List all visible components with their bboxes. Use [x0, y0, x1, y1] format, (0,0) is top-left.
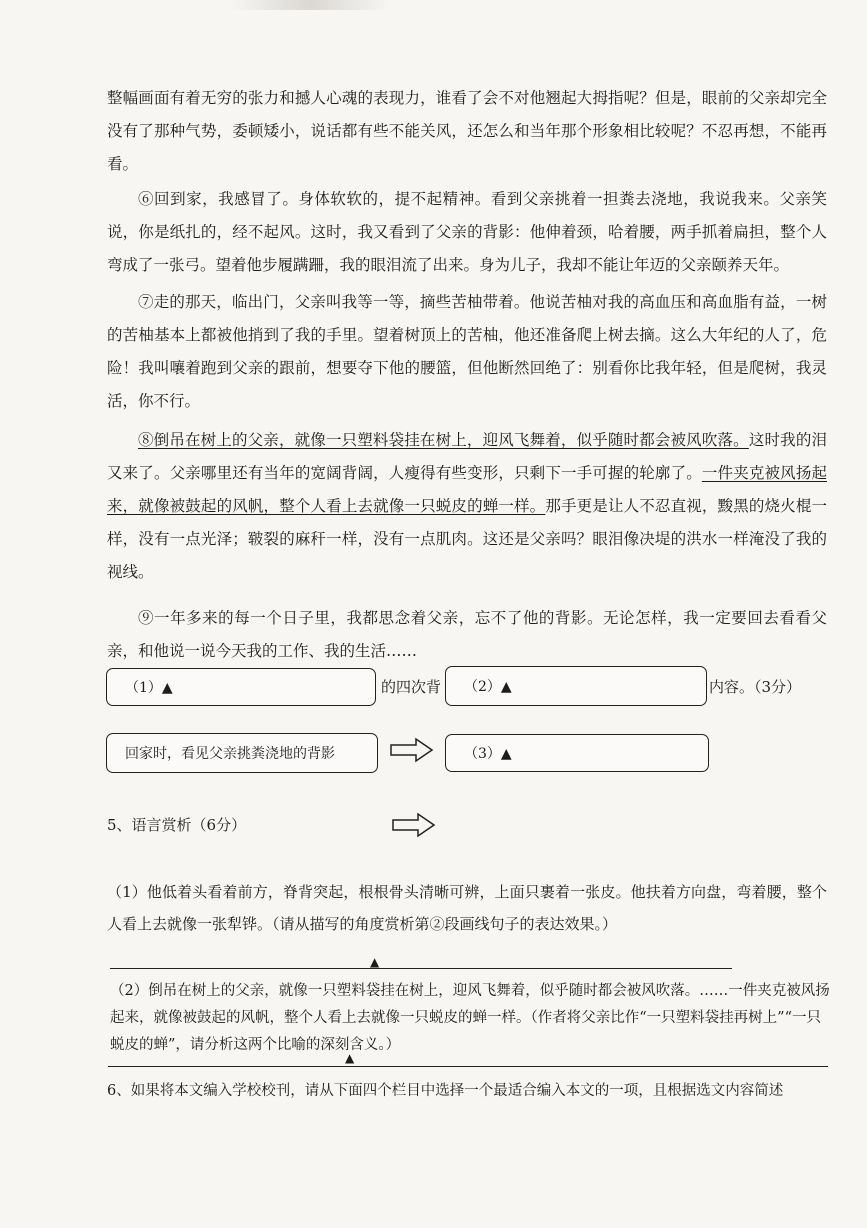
- answer-box-1-label: （1）▲: [125, 680, 173, 696]
- answer-box-2-label: （2）▲: [464, 679, 512, 695]
- home-scene-box: [106, 733, 378, 773]
- paragraph-continued: 整幅画面有着无穷的张力和撼人心魂的表现力，谁看了会不对他翘起大拇指呢？但是，眼前的父亲却完全没有了那种气势，委顿矮小，说话都有些不能关风，还怎么和当年那个形象相比较呢？不忍再想，不能再看。: [107, 89, 827, 173]
- underlined-sentence-1: ⑧倒吊在树上的父亲，就像一只塑料袋挂在树上，迎风飞舞着，似乎随时都会被风吹落。: [138, 431, 749, 449]
- diagram-mid-text: 的四次背: [381, 678, 442, 696]
- home-scene-label: 回家时，看见父亲挑粪浇地的背影: [125, 746, 335, 762]
- paragraph-8-text-a: 这时我的泪又来了。父亲哪里还有当年的宽阔背阔，人瘦得有些变形，只剩下一手可握的轮廓了。: [107, 431, 827, 482]
- question-5-sub-2: （2）倒吊在树上的父亲，就像一只塑料袋挂在树上，迎风飞舞着，似乎随时都会被风吹落。……一件夹克被风扬起来，就像被鼓起的风帆，整个人看上去就像一只蜕皮的蝉一样。（作者将父亲比作“一只塑料袋挂再树上”“一只蜕皮的蝉”，请分析这两个比喻的深刻含义。）: [110, 983, 830, 1053]
- paragraph-7: ⑦走的那天，临出门，父亲叫我等一等，摘些苦柚带着。他说苦柚对我的高血压和高血脂有益，一树的苦柚基本上都被他捎到了我的手里。望着树顶上的苦柚，他还准备爬上树去摘。这么大年纪的人了，危险！我叫嚷着跑到父亲的跟前，想要夺下他的腰篮，但他断然回绝了：别看你比我年轻，但是爬树，我灵活，你不行。: [107, 293, 827, 410]
- answer-line-1[interactable]: [110, 968, 732, 969]
- paragraph-6: ⑥回到家，我感冒了。身体软软的，提不起精神。看到父亲挑着一担粪去浇地，我说我来。父亲笑说，你是纸扎的，经不起风。这时，我又看到了父亲的背影：他伸着颈，哈着腰，两手抓着扁担，整个人弯成了一张弓。望着他步履蹒跚，我的眼泪流了出来。身为儿子，我却不能让年迈的父亲颐养天年。: [107, 190, 827, 274]
- paragraph-8-text-b: 那手更是让人不忍直视，黢黑的烧火棍一样，没有一点光泽；皲裂的麻秆一样，没有一点肌肉。这还是父亲吗？眼泪像决堤的洪水一样淹没了我的视线。: [107, 497, 827, 581]
- answer-marker-2: ▲: [345, 1051, 355, 1065]
- question-5-sub-1: （1）他低着头看着前方，脊背突起，根根骨头清晰可辨，上面只裹着一张皮。他扶着方向盘，弯着腰，整个人看上去就像一张犁铧。（请从描写的角度赏析第②段画线句子的表达效果。）: [107, 883, 827, 933]
- right-arrow-icon: [390, 737, 434, 763]
- right-arrow-icon: [392, 812, 436, 838]
- answer-box-2[interactable]: [445, 666, 707, 706]
- answer-box-3-label: （3）▲: [464, 746, 512, 762]
- paragraph-9: ⑨一年多来的每一个日子里，我都思念着父亲，忘不了他的背影。无论怎样，我一定要回去看看父亲，和他说一说今天我的工作、我的生活……: [107, 609, 827, 660]
- question-5-title: 5、语言赏析（6分）: [107, 816, 247, 834]
- diagram-end-text: 内容。（3分）: [709, 678, 802, 696]
- answer-line-2[interactable]: [108, 1066, 828, 1067]
- paragraph-8: [107, 424, 827, 589]
- underlined-sentence-2: 一件夹克被风扬起来，就像被鼓起的风帆，整个人看上去就像一只蜕皮的蝉一样。: [107, 464, 827, 515]
- scan-smudge: [230, 0, 390, 10]
- answer-marker-1: ▲: [370, 955, 380, 969]
- answer-box-1[interactable]: [106, 668, 376, 706]
- answer-box-3[interactable]: [445, 734, 709, 772]
- question-6: 6、如果将本文编入学校校刊，请从下面四个栏目中选择一个最适合编入本文的一项，且根据选文内容简述: [107, 1083, 784, 1099]
